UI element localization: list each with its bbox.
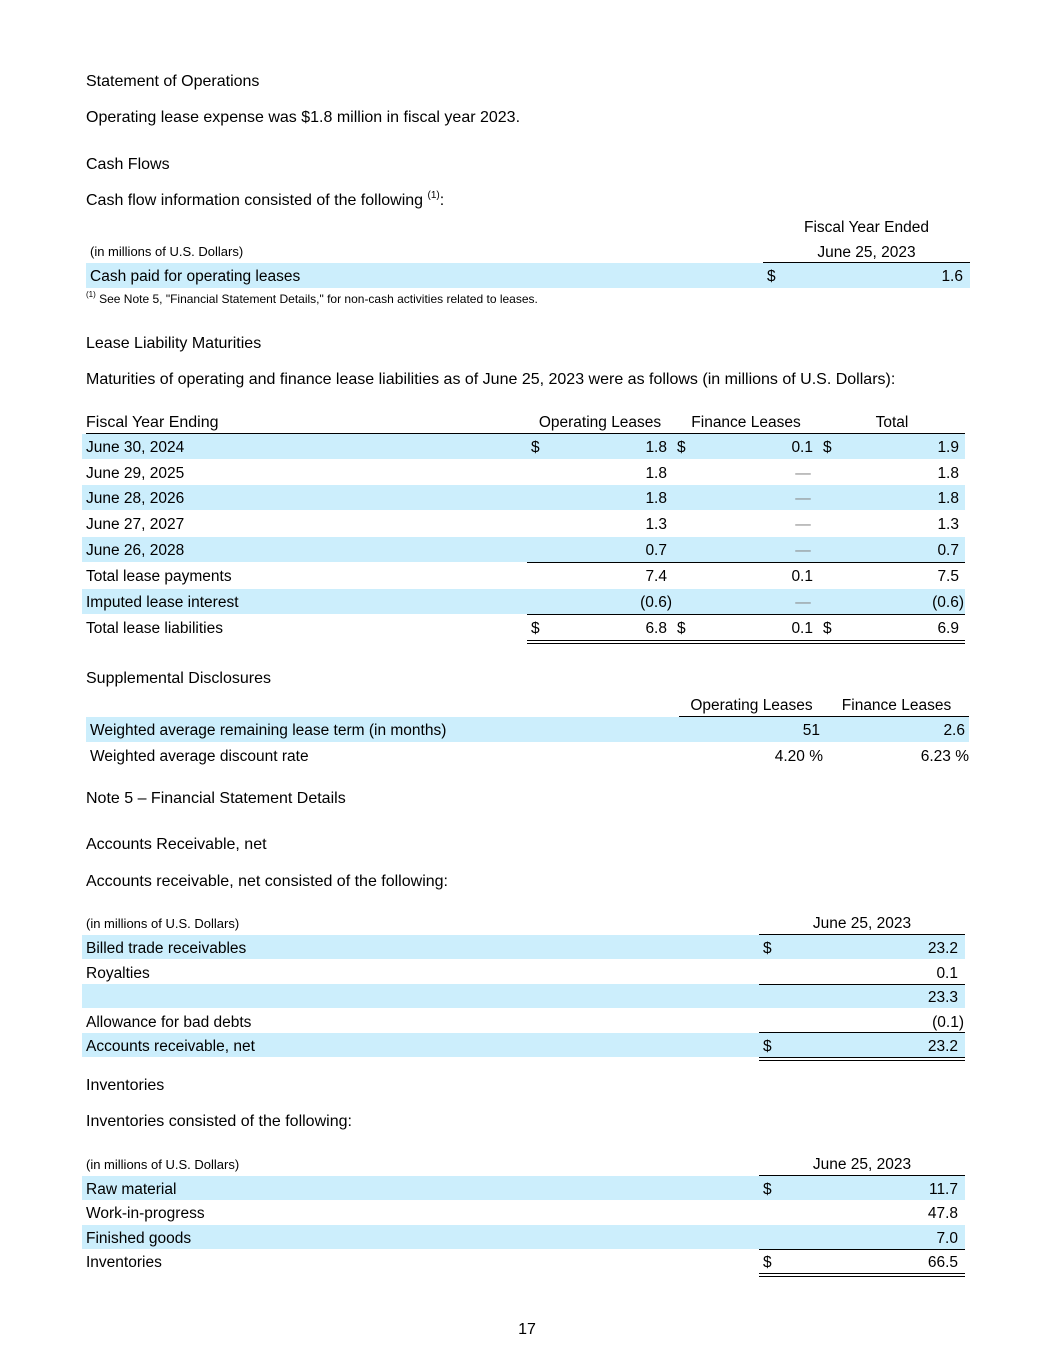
supplemental-row-operating: 51 bbox=[802, 722, 820, 739]
ar-row-value: 23.2 bbox=[927, 940, 958, 957]
lease-row-total: 1.8 bbox=[937, 465, 959, 482]
inv-row-value: 7.0 bbox=[936, 1230, 958, 1247]
lease-row-total: 1.8 bbox=[937, 490, 959, 507]
lease-row-finance: 0.1 bbox=[791, 439, 813, 456]
inv-total-rule bbox=[759, 1249, 965, 1250]
inv-row-label: Finished goods bbox=[86, 1230, 192, 1247]
lease-row-label: June 28, 2026 bbox=[86, 490, 185, 507]
supplemental-header-finance: Finance Leases bbox=[841, 697, 952, 714]
ar-row-currency: $ bbox=[763, 1038, 772, 1055]
inv-row-label: Inventories bbox=[86, 1254, 162, 1271]
inv-row-shade bbox=[82, 1176, 965, 1200]
lease-subtotal-rule bbox=[527, 562, 965, 563]
lease-row-operating: (0.6) bbox=[640, 594, 672, 611]
cash-flows-column-header-line2: June 25, 2023 bbox=[817, 244, 916, 261]
cash-flows-row-value: 1.6 bbox=[941, 268, 963, 285]
lease-maturities-text: Maturities of operating and finance lease liabilities as of June 25, 2023 were as follows (in millions of U.S. Dollars): bbox=[86, 371, 896, 388]
supplemental-row-finance: 2.6 bbox=[943, 722, 965, 739]
statement-of-operations-text: Operating lease expense was $1.8 million in fiscal year 2023. bbox=[86, 109, 521, 126]
supplemental-row-finance: 6.23 % bbox=[920, 748, 969, 765]
accounts-receivable-text: Accounts receivable, net consisted of the following: bbox=[86, 873, 448, 890]
page-number: 17 bbox=[518, 1321, 536, 1338]
lease-maturities-header-operating: Operating Leases bbox=[538, 414, 662, 431]
lease-row-operating: 7.4 bbox=[645, 568, 667, 585]
ar-subtotal-rule bbox=[759, 984, 965, 985]
ar-row-label: Billed trade receivables bbox=[86, 940, 247, 957]
ar-row-value: 0.1 bbox=[936, 965, 958, 982]
lease-row-currency: $ bbox=[823, 439, 832, 456]
inv-row-shade bbox=[82, 1225, 965, 1249]
inv-row-currency: $ bbox=[763, 1181, 772, 1198]
lease-row-total: 1.9 bbox=[937, 439, 959, 456]
lease-row-finance: — bbox=[795, 542, 811, 559]
lease-row-finance: 0.1 bbox=[791, 620, 813, 637]
inv-row-value: 11.7 bbox=[928, 1181, 958, 1198]
supplemental-row-label: Weighted average remaining lease term (in months) bbox=[90, 722, 447, 739]
lease-row-currency: $ bbox=[677, 439, 686, 456]
inv-row-value: 47.8 bbox=[927, 1205, 958, 1222]
lease-row-operating: 1.8 bbox=[645, 439, 667, 456]
ar-row-currency: $ bbox=[763, 940, 772, 957]
section-heading-supplemental-disclosures: Supplemental Disclosures bbox=[86, 670, 271, 687]
ar-column-header: June 25, 2023 bbox=[812, 915, 912, 932]
section-heading-cash-flows: Cash Flows bbox=[86, 156, 170, 173]
lease-maturities-header-total: Total bbox=[875, 414, 909, 431]
lease-row-label: June 26, 2028 bbox=[86, 542, 185, 559]
lease-row-operating: 1.8 bbox=[645, 490, 667, 507]
lease-row-finance: — bbox=[795, 490, 811, 507]
lease-row-finance: 0.1 bbox=[791, 568, 813, 585]
lease-row-operating: 6.8 bbox=[645, 620, 667, 637]
lease-row-label: June 27, 2027 bbox=[86, 516, 185, 533]
lease-row-label: June 29, 2025 bbox=[86, 465, 185, 482]
section-heading-note5: Note 5 – Financial Statement Details bbox=[86, 790, 346, 807]
lease-row-shade bbox=[82, 434, 965, 459]
lease-row-finance: — bbox=[795, 465, 811, 482]
lease-row-currency: $ bbox=[531, 439, 540, 456]
cash-flows-units-label: (in millions of U.S. Dollars) bbox=[90, 244, 244, 259]
cash-flows-text: Cash flow information consisted of the following $^{(1)}$: bbox=[86, 190, 445, 209]
lease-row-total: 1.3 bbox=[937, 516, 959, 533]
lease-row-currency: $ bbox=[677, 620, 686, 637]
lease-row-label: June 30, 2024 bbox=[86, 439, 185, 456]
supplemental-row-operating: 4.20 % bbox=[774, 748, 823, 765]
ar-row-value: (0.1) bbox=[932, 1014, 964, 1031]
inv-row-label: Raw material bbox=[86, 1181, 177, 1198]
ar-total-rule bbox=[759, 1032, 965, 1033]
ar-units-label: (in millions of U.S. Dollars) bbox=[86, 916, 240, 931]
ar-row-value: 23.3 bbox=[927, 989, 958, 1006]
lease-total-rule bbox=[527, 614, 965, 615]
inventories-text: Inventories consisted of the following: bbox=[86, 1113, 352, 1130]
lease-row-total: (0.6) bbox=[932, 594, 964, 611]
ar-row-shade bbox=[82, 984, 965, 1008]
lease-row-total: 0.7 bbox=[937, 542, 959, 559]
supplemental-row-label: Weighted average discount rate bbox=[90, 748, 309, 765]
section-heading-accounts-receivable: Accounts Receivable, net bbox=[86, 836, 267, 853]
section-heading-inventories: Inventories bbox=[86, 1077, 165, 1094]
cash-flows-row-label: Cash paid for operating leases bbox=[90, 268, 301, 285]
ar-row-label: Royalties bbox=[86, 965, 150, 982]
ar-row-label: Accounts receivable, net bbox=[86, 1038, 255, 1055]
lease-row-finance: — bbox=[795, 594, 811, 611]
section-heading-statement-of-operations: Statement of Operations bbox=[86, 73, 260, 90]
lease-maturities-header-finance: Finance Leases bbox=[691, 414, 801, 431]
inv-row-label: Work-in-progress bbox=[86, 1205, 205, 1222]
ar-row-value: 23.2 bbox=[927, 1038, 958, 1055]
supplemental-header-operating: Operating Leases bbox=[690, 697, 813, 714]
lease-row-operating: 1.8 bbox=[645, 465, 667, 482]
lease-row-label: Imputed lease interest bbox=[86, 594, 239, 611]
ar-row-label: Allowance for bad debts bbox=[86, 1014, 252, 1031]
inv-units-label: (in millions of U.S. Dollars) bbox=[86, 1157, 240, 1172]
lease-maturities-header-year: Fiscal Year Ending bbox=[86, 414, 219, 431]
ar-double-rule bbox=[759, 1057, 965, 1061]
cash-flows-footnote: $^{(1)}$ See Note 5, "Financial Statement Details," for non-cash activities related to leases. bbox=[86, 290, 538, 306]
lease-row-currency: $ bbox=[531, 620, 540, 637]
lease-row-operating: 0.7 bbox=[645, 542, 667, 559]
lease-row-total: 6.9 bbox=[937, 620, 959, 637]
lease-row-total: 7.5 bbox=[937, 568, 959, 585]
lease-row-label: Total lease payments bbox=[86, 568, 232, 585]
inv-column-header: June 25, 2023 bbox=[812, 1156, 912, 1173]
inv-row-currency: $ bbox=[763, 1254, 772, 1271]
section-heading-lease-liability-maturities: Lease Liability Maturities bbox=[86, 335, 262, 352]
cash-flows-column-header-line1: Fiscal Year Ended bbox=[804, 219, 929, 236]
lease-row-label: Total lease liabilities bbox=[86, 620, 223, 637]
lease-row-operating: 1.3 bbox=[645, 516, 667, 533]
inv-row-value: 66.5 bbox=[927, 1254, 958, 1271]
cash-flows-row-currency: $ bbox=[767, 268, 776, 285]
lease-double-rule bbox=[527, 640, 965, 644]
lease-row-currency: $ bbox=[823, 620, 832, 637]
lease-row-finance: — bbox=[795, 516, 811, 533]
inv-double-rule bbox=[759, 1273, 965, 1277]
